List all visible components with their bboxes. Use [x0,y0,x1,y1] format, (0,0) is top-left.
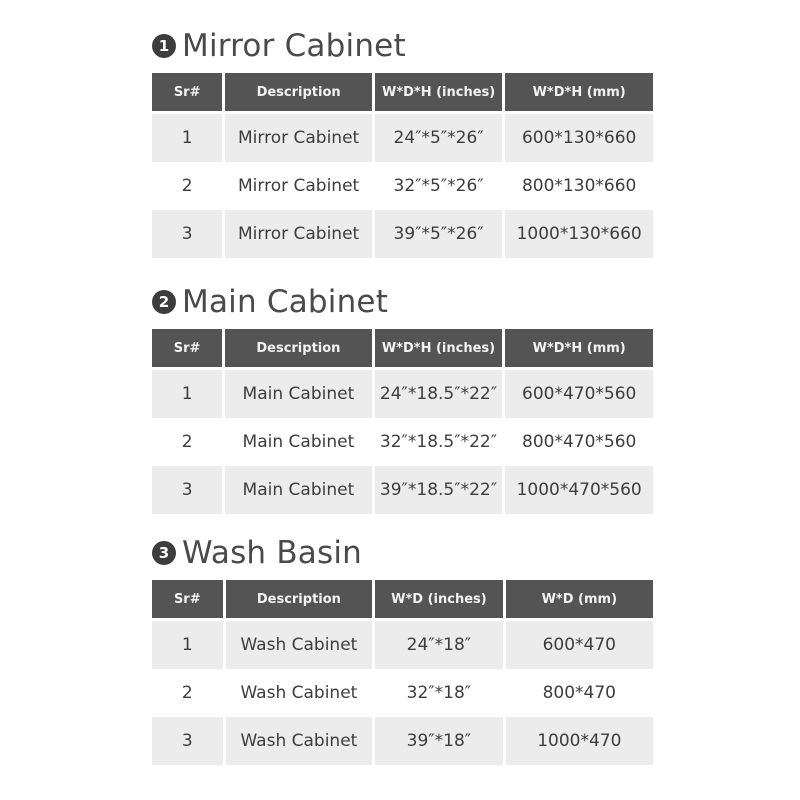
cell-description: Mirror Cabinet [225,114,372,162]
section-title: Mirror Cabinet [182,28,406,64]
cell-inches: 39″*18″ [375,717,502,765]
cell-description: Wash Cabinet [226,717,373,765]
section-title: Wash Basin [182,535,362,571]
cell-mm: 1000*470*560 [505,466,653,514]
table-row [152,418,653,466]
table-row [152,210,653,258]
cell-inches: 24″*18.5″*22″ [375,370,503,418]
cell-description: Main Cabinet [225,418,371,466]
cell-sr: 1 [152,621,223,669]
cell-sr: 3 [152,210,222,258]
cell-sr: 2 [152,669,223,717]
header-mm: W*D (mm) [506,580,653,621]
number-badge: 3 [152,541,176,565]
header-mm: W*D*H (mm) [505,329,653,370]
cell-sr: 1 [152,370,222,418]
section-heading [152,282,656,322]
section-mirror-cabinet [152,26,656,258]
header-sr: Sr# [152,73,222,114]
header-sr: Sr# [152,580,223,621]
header-description: Description [225,329,371,370]
cell-mm: 600*130*660 [505,114,653,162]
section-heading [152,26,656,66]
spec-table [149,329,656,514]
cell-mm: 800*470 [506,669,653,717]
cell-mm: 800*130*660 [505,162,653,210]
cell-sr: 3 [152,466,222,514]
cell-mm: 1000*130*660 [505,210,653,258]
header-inches: W*D (inches) [375,580,502,621]
number-badge: 2 [152,290,176,314]
cell-inches: 24″*18″ [375,621,502,669]
header-description: Description [226,580,373,621]
table-row [152,717,653,765]
cell-sr: 3 [152,717,223,765]
header-description: Description [225,73,372,114]
cell-inches: 32″*18″ [375,669,502,717]
section-wash-basin [152,533,656,765]
header-inches: W*D*H (inches) [375,73,502,114]
table-row [152,466,653,514]
cell-description: Mirror Cabinet [225,210,372,258]
cell-mm: 600*470 [506,621,653,669]
table-row [152,669,653,717]
cell-inches: 39″*5″*26″ [375,210,502,258]
table-row [152,621,653,669]
cell-sr: 2 [152,162,222,210]
cell-inches: 32″*5″*26″ [375,162,502,210]
cell-description: Mirror Cabinet [225,162,372,210]
cell-mm: 800*470*560 [505,418,653,466]
section-main-cabinet [152,282,656,514]
cell-inches: 39″*18.5″*22″ [375,466,503,514]
section-title: Main Cabinet [182,284,389,320]
number-badge: 1 [152,34,176,58]
table-row [152,370,653,418]
cell-mm: 1000*470 [506,717,653,765]
spec-table [149,73,656,258]
cell-description: Main Cabinet [225,466,371,514]
cell-sr: 2 [152,418,222,466]
section-heading [152,533,656,573]
cell-inches: 24″*5″*26″ [375,114,502,162]
cell-mm: 600*470*560 [505,370,653,418]
cell-sr: 1 [152,114,222,162]
cell-inches: 32″*18.5″*22″ [375,418,503,466]
table-header-row [152,580,653,621]
spec-table [149,580,656,765]
table-header-row [152,73,653,114]
table-header-row [152,329,653,370]
cell-description: Wash Cabinet [226,669,373,717]
cell-description: Main Cabinet [225,370,371,418]
header-mm: W*D*H (mm) [505,73,653,114]
cell-description: Wash Cabinet [226,621,373,669]
table-row [152,162,653,210]
header-sr: Sr# [152,329,222,370]
table-row [152,114,653,162]
header-inches: W*D*H (inches) [375,329,503,370]
